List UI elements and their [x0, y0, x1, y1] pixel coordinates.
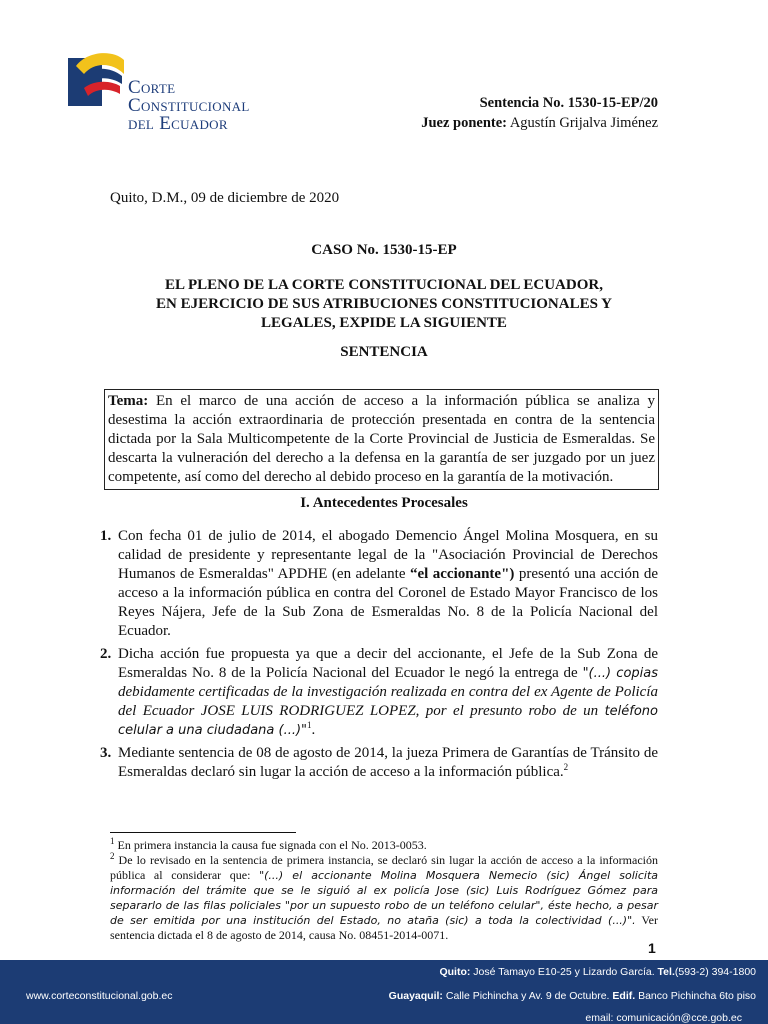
email-link[interactable]: email: comunicación@cce.gob.ec: [585, 1012, 742, 1024]
footnote-ref[interactable]: 2: [563, 762, 569, 772]
logo-text: [128, 79, 250, 133]
footer-text: José Tamayo E10-25 y Lizardo García.: [473, 966, 655, 978]
tema-box: [104, 389, 659, 490]
section-title: I. Antecedentes Procesales: [300, 495, 468, 511]
footnote-text: Ver sentencia dictada el 8 de agosto de 2014, causa No. 08451-2014-0071.: [110, 913, 658, 942]
footnote-text: En primera instancia la causa fue signada con el No. 2013-0053.: [117, 838, 427, 852]
paragraph-number: 2.: [100, 646, 112, 662]
court-logo: [66, 48, 296, 138]
paragraph-text: .: [311, 722, 316, 738]
footer-quito: [439, 966, 756, 978]
document-date: Quito, D.M., 09 de diciembre de 2020: [110, 190, 340, 206]
paragraph-text: Mediante sentencia de 08 de agosto de 2014, la jueza Primera de Garantías de Tránsito de Esmeraldas declaró sin lugar la acción de acceso a la información pública.: [118, 745, 658, 780]
website-link[interactable]: www.corteconstitucional.gob.ec: [26, 990, 173, 1002]
paragraph-text: Dicha acción fue propuesta ya que a decir del accionante, el Jefe de la Sub Zona de Esmeraldas No. 8 de la Policía Nacional del Ecuador le negó la entrega de: [118, 646, 658, 681]
paragraph-1: [100, 527, 658, 641]
tema-label: Tema:: [108, 393, 149, 409]
footnote-text: De lo revisado en la sentencia de primera instancia, se declaró sin lugar la acción de acceso a la información pública al considerar que:: [110, 853, 658, 882]
paragraph-text: Con fecha 01 de julio de 2014, el abogado Demencio Ángel Molina Mosquera, en su calidad de presidente y representante legal de la "Asociación Provincial de Derechos Humanos de Esmeraldas" APDHE (en adelante: [118, 528, 658, 582]
paragraph-text: presentó una acción de acceso a la información pública en contra del Coronel de Estado Mayor Francisco de los Reyes Nájera, Jefe de la Sub Zona de Esmeraldas No. 8 de la Policía Nacional del Ecuador.: [118, 566, 659, 639]
quote-handwritten: teléfono celular a una ciudadana (...)": [118, 704, 658, 738]
footnote-ref[interactable]: 1: [307, 720, 312, 730]
footer-text: (593-2) 394-1800: [674, 966, 756, 978]
sentencia-title: SENTENCIA: [340, 344, 428, 360]
sentencia-number: Sentencia No. 1530-15-EP/20: [479, 95, 658, 111]
footnote-quote: "(...) el accionante Molina Mosquera Nemecio (sic) Ángel solicita información del trámite que se le siguió al ex policía Jose (sic) Luis Rodríguez Gómez para separarlo de las filas policiales "por un supuesto robo de un teléfono celular", éste hecho, a pesar de ser emitida por una institución del Estado, no ataña (sic) a toda la colectividad (...)".: [110, 869, 658, 927]
logo-line-2: Constitucional: [128, 95, 250, 116]
footnote-divider: [110, 832, 296, 833]
pleno-line-3: LEGALES, EXPIDE LA SIGUIENTE: [261, 315, 507, 331]
footer-bar: [0, 960, 768, 1024]
footer-guayaquil: [389, 990, 756, 1002]
footer-text: Calle Pichincha y Av. 9 de Octubre.: [445, 990, 610, 1002]
pleno-heading: [110, 276, 658, 333]
footnote-number: 1: [110, 836, 115, 846]
pleno-line-1: EL PLENO DE LA CORTE CONSTITUCIONAL DEL ECUADOR,: [165, 277, 603, 293]
paragraph-number: 1.: [100, 528, 112, 544]
footer-label: Tel.: [657, 966, 675, 978]
caso-title: CASO No. 1530-15-EP: [311, 242, 457, 258]
tema-text: En el marco de una acción de acceso a la información pública se analiza y desestima la acción extraordinaria de protección presentada en contra de la sentencia dictada por la Sala Multicompetente de la Corte Provincial de Justicia de Esmeraldas. Se descarta la vulneración del derecho a la defensa en la garantía de ser juzgado por un juez competente, así como del derecho al debido proceso en la garantía de la motivación.: [108, 393, 656, 485]
quote-handwritten: "(...) copias: [582, 666, 659, 681]
logo-line-3: del Ecuador: [128, 113, 228, 134]
accionante-term: “el accionante"): [409, 566, 515, 582]
footnotes: [110, 838, 658, 943]
juez-name: Agustín Grijalva Jiménez: [509, 115, 658, 131]
pleno-line-2: EN EJERCICIO DE SUS ATRIBUCIONES CONSTITUCIONALES Y: [156, 296, 612, 312]
logo-line-1: Corte: [128, 77, 176, 98]
footer-label: Edif.: [612, 990, 636, 1002]
paragraph-2: [100, 645, 658, 740]
footer-label: Quito:: [439, 966, 471, 978]
paragraph-number: 3.: [100, 745, 112, 761]
footnote-2: [110, 853, 658, 943]
footnote-1: [110, 838, 658, 853]
footer-label: Guayaquil:: [388, 990, 443, 1002]
page-number: 1: [648, 940, 656, 956]
paragraph-3: [100, 744, 658, 782]
footnote-number: 2: [110, 851, 115, 861]
footer-text: Banco Pichincha 6to piso: [638, 990, 756, 1002]
juez-label: Juez ponente:: [421, 115, 507, 131]
court-emblem-icon: [66, 48, 126, 118]
document-header: [421, 93, 658, 133]
quote-italic: debidamente certificadas de la investigación realizada en contra del ex Agente de Policía del Ecuador JOSE LUIS RODRIGUEZ LOPEZ, por el presunto robo de un: [118, 684, 658, 719]
